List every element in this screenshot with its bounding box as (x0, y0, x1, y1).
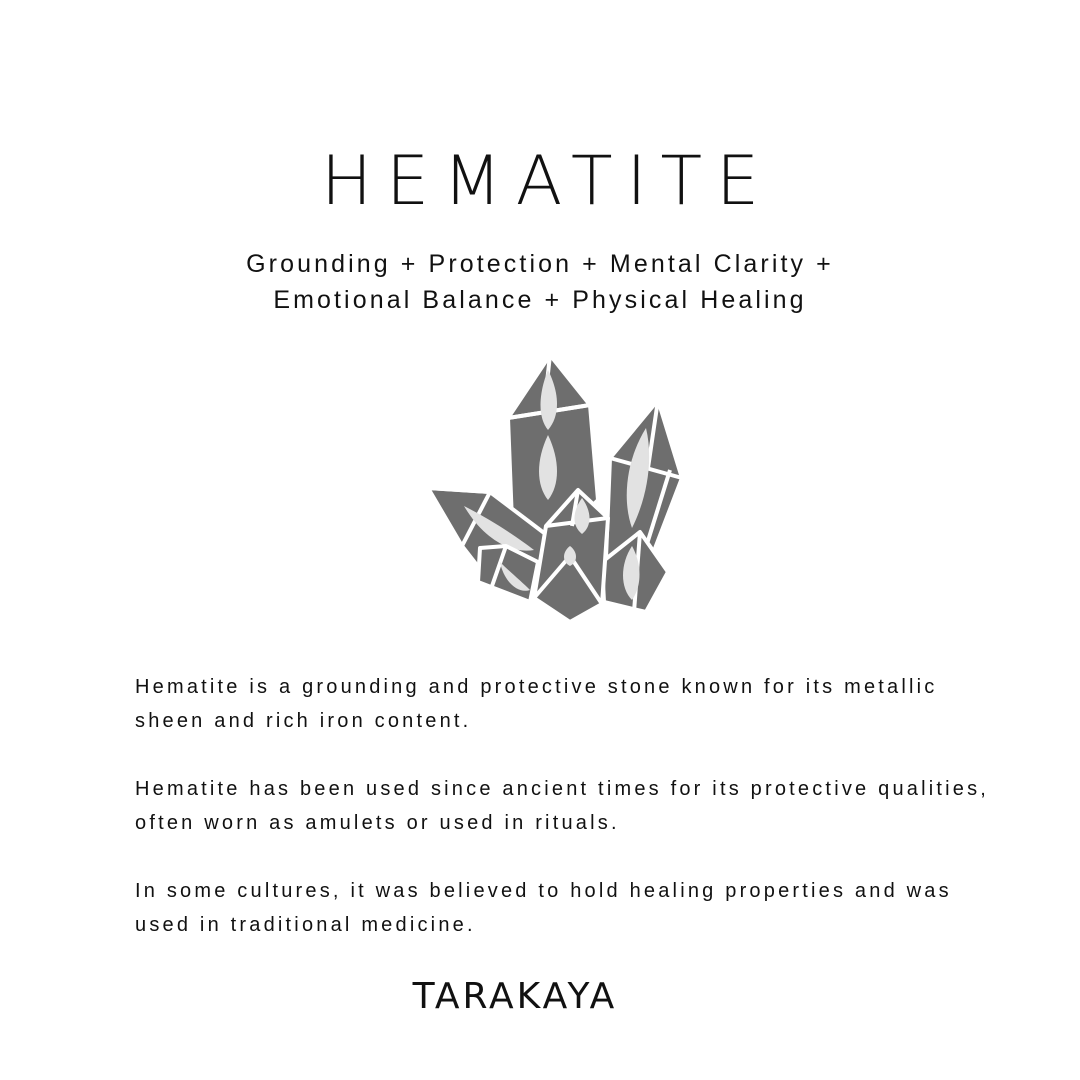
page-title: HEMATITE (320, 142, 774, 221)
paragraph-2: Hematite has been used since ancient times for its protective qualities, often worn as amulets or used in rituals. (135, 778, 990, 834)
crystal-cluster-icon (420, 350, 690, 630)
paragraph-3: In some cultures, it was believed to hold healing properties and was used in traditional medicine. (135, 880, 952, 936)
subtitle (170, 246, 910, 318)
subtitle-line-2: Emotional Balance + Physical Healing (273, 286, 807, 314)
description (135, 670, 1015, 976)
subtitle-line-1: Grounding + Protection + Mental Clarity + (246, 250, 834, 278)
paragraph-1: Hematite is a grounding and protective stone known for its metallic sheen and rich iron content. (135, 676, 938, 732)
brand-name: TARAKAYA (412, 976, 618, 1017)
